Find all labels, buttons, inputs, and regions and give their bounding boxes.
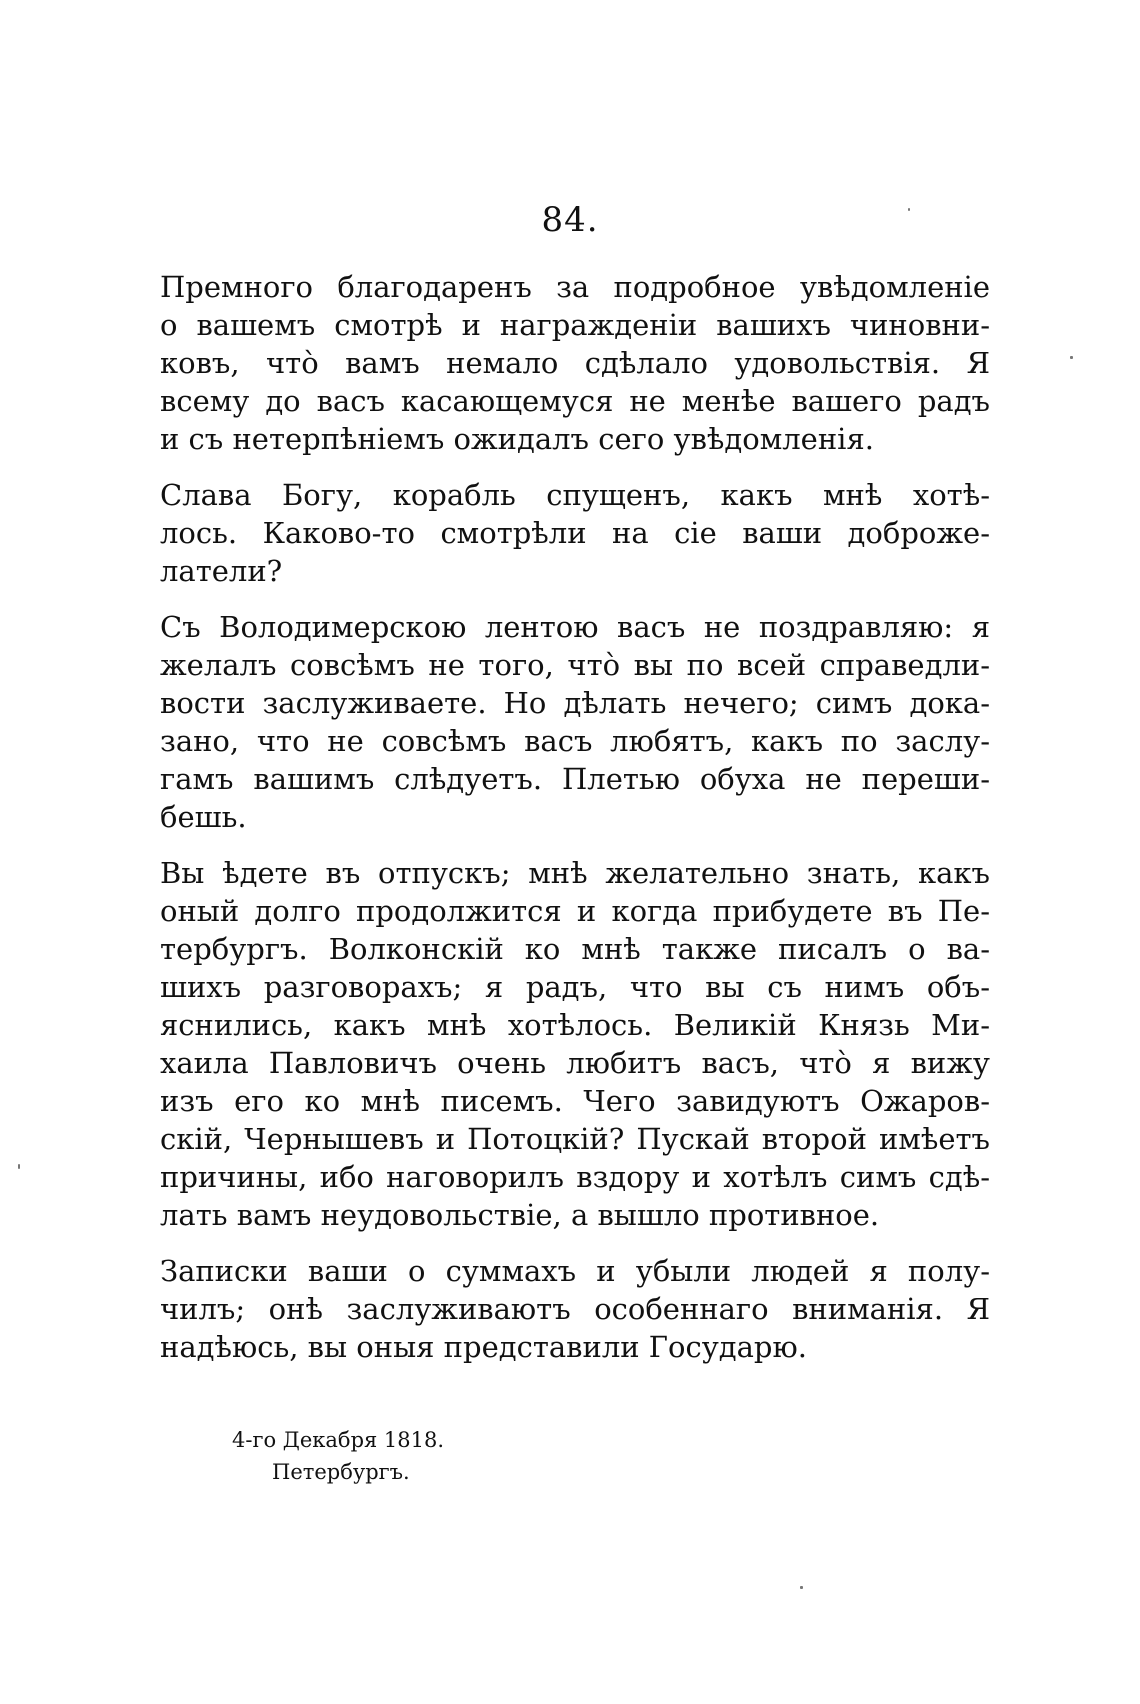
scan-speck [908,208,910,211]
text-line: о вашемъ смотрѣ и награжденіи вашихъ чиновни- [160,308,990,342]
text-line: Съ Володимерскою лентою васъ не поздравляю: я [160,610,990,644]
text-line: вости заслуживаете. Но дѣлать нечего; симъ дока- [160,686,990,720]
text-line: Записки ваши о суммахъ и убыли людей я полу- [160,1254,990,1288]
text-line: яснились, какъ мнѣ хотѣлось. Великій Князь Ми- [160,1008,990,1042]
paragraph-4 [160,854,990,1234]
text-line: лать вамъ неудовольствіе, а вышло противное. [160,1198,880,1232]
text-line: скій, Чернышевъ и Потоцкій? Пускай второй имѣетъ [160,1122,990,1156]
text-line: Слава Богу, корабль спущенъ, какъ мнѣ хотѣ- [160,478,990,512]
letter-date: 4-го Декабря 1818. [232,1428,445,1452]
scan-speck [800,1586,803,1589]
text-line: чилъ; онѣ заслуживаютъ особеннаго вниманія. Я [160,1292,990,1326]
text-line: бешь. [160,800,247,834]
text-line: желалъ совсѣмъ не того, что̀ вы по всей справедли- [160,648,990,682]
text-line: лось. Каково-то смотрѣли на сіе ваши доброже- [160,516,990,550]
page-number: 84. [541,200,599,240]
text-line: шихъ разговорахъ; я радъ, что вы съ нимъ объ- [160,970,990,1004]
letter-body [160,268,990,1384]
text-line: и съ нетерпѣніемъ ожидалъ сего увѣдомленія. [160,422,874,456]
text-line: хаила Павловичъ очень любитъ васъ, что̀ я вижу [160,1046,990,1080]
text-line: тербургъ. Волконскій ко мнѣ также писалъ о ва- [160,932,990,966]
text-line: зано, что не совсѣмъ васъ любятъ, какъ по заслу- [160,724,990,758]
text-line: гамъ вашимъ слѣдуетъ. Плетью обуха не переши- [160,762,990,796]
paragraph-5 [160,1252,990,1366]
text-line: надѣюсь, вы оныя представили Государю. [160,1330,807,1364]
paragraph-2 [160,476,990,590]
text-line: Вы ѣдете въ отпускъ; мнѣ желательно знать, какъ [160,856,990,890]
letter-place: Петербургъ. [272,1460,410,1484]
letter-signature [232,1424,632,1488]
text-line: Премного благодаренъ за подробное увѣдомленіе [160,270,990,304]
scan-speck [18,1164,20,1169]
text-line: всему до васъ касающемуся не менѣе вашего радъ [160,384,990,418]
text-line: причины, ибо наговорилъ вздору и хотѣлъ симъ сдѣ- [160,1160,990,1194]
paragraph-3 [160,608,990,836]
scan-speck [1070,356,1073,359]
text-line: изъ его ко мнѣ писемъ. Чего завидуютъ Ожаров- [160,1084,990,1118]
text-line: латели? [160,554,283,588]
paragraph-1 [160,268,990,458]
text-line: ковъ, что̀ вамъ немало сдѣлало удовольствія. Я [160,346,990,380]
text-line: оный долго продолжится и когда прибудете въ Пе- [160,894,990,928]
